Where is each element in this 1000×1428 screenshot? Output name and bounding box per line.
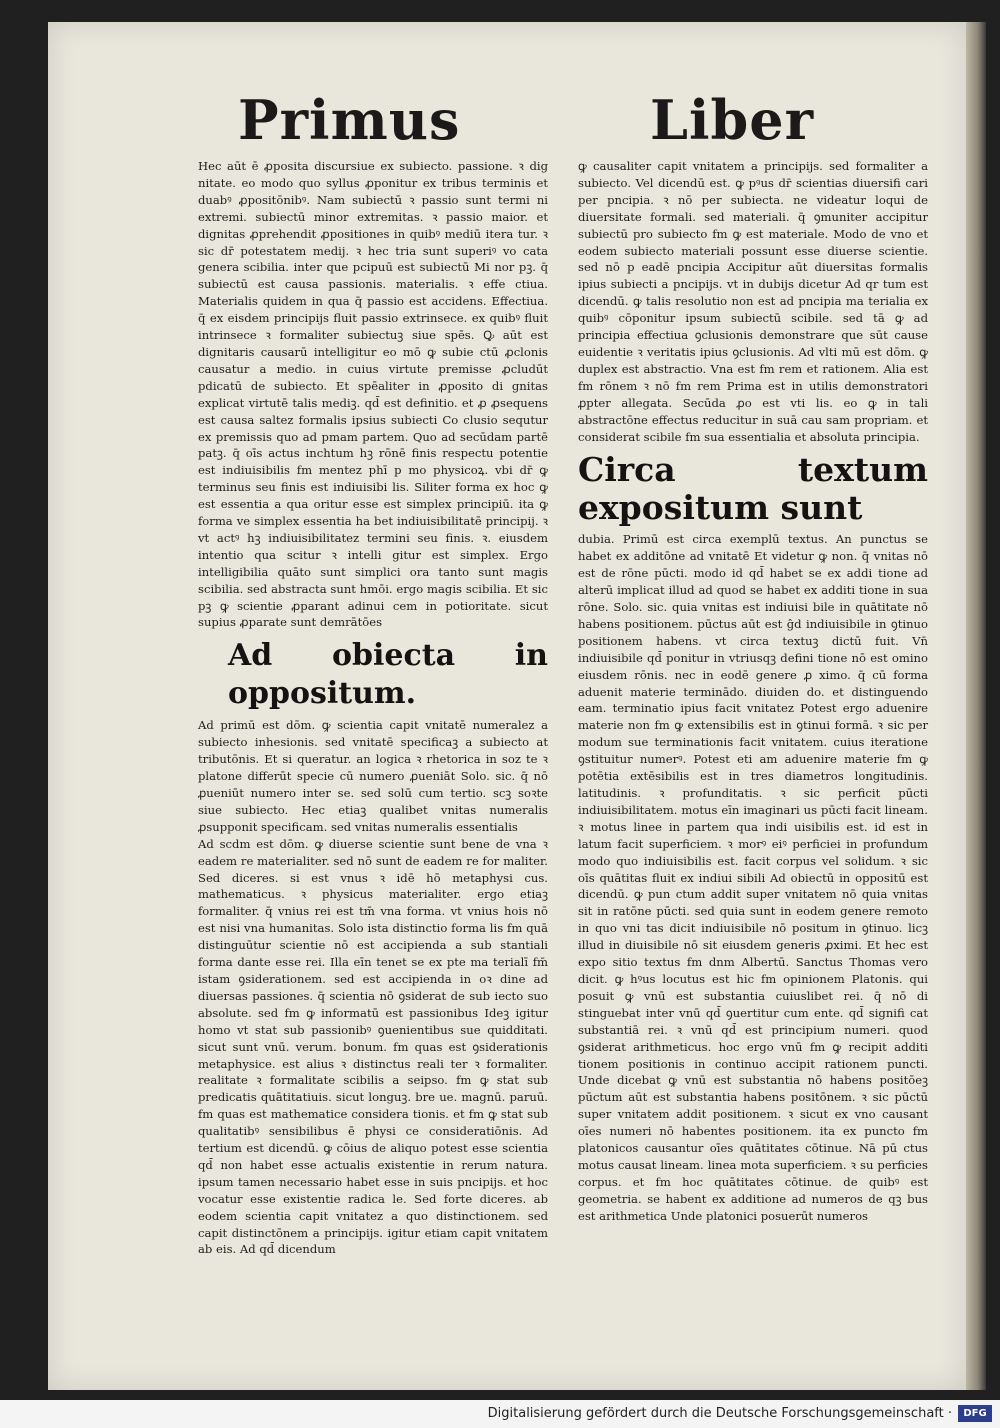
left-paragraph-1: Hec aūt ē ꝓposita discursiue ex subiecto. passione. ꝛ dig nitate. eo modo quo syllus ꝓponitur ex tribus terminis et duabꝰ ꝓpositōnibꝰ. Nam subiectū ꝛ passio sunt termi ni extremi. subiectū minor extremitas. ꝛ passio maior. et dignitas ꝓprehendit ꝓpositiones in quibꝰ mediū itera tur. ꝛ sic dr̄ potestatem medij. ꝛ hec tria sunt superiꝰ vo cata genera scibilia. inter que pcipuū est subiectū Mi nor pꝫ. q̄ subiectū est causa passionis. materialis. ꝛ effe ctiua. Materialis quidem in qua q̄ passio est accidens. Effectiua. q̄ ex eisdem principijs fluit passio extrinsece. ex quibꝰ fluit intrinsece ꝛ formaliter subiectuꝫ siue spēs. Ꝙ aūt est dignitaris causarū intelligitur eo mō ꝙ subie ctū ꝓclonis causatur a medio. in cuius virtute premisse ꝓcludūt pdicatū de subiecto. Et spēaliter in ꝓposito di gnitas explicat virtutē talis mediꝫ. qd̄ est definitio. et ꝓ ꝓsequens est causa saltez formalis ipsius subiecti Co clusio sequtur ex premissis quo ad pmam partem. Quo ad secūdam partē patꝫ. q̄ oīs actus inchtum hꝫ rōnē finis respectu potentie est indiuisibilis fm mentez phī p mo physicoꝝ. vbi dr̄ ꝙ terminus seu finis est indiuisibi lis. Siliter forma ex hoc ꝙ est essentia a qua oritur esse est simplex principiū. ita ꝙ forma ve simplex essentia ha bet indiuisibilitatē principij. ꝛ vt actꝰ hꝫ indiuisibilitatez termini seu finis. ꝛ. eiusdem intentio qua scitur ꝛ intelli gitur est simplex. Ergo intelligibilia quāto sunt simplici ora tanto sunt magis scibilia. sed abstracta sunt hmōi. ergo magis scibilia. Et sic pꝫ ꝙ scientie ꝓparant adinui cem in potioritate. sicut supius ꝓparate sunt demrātōes xyxy=(198,159,548,630)
right-paragraph-1: ꝙ causaliter capit vnitatem a principijs. sed formaliter a subiecto. Vel dicendū est. ꝙ pꝰus dr̄ scientias diuersifi cari per pncipia. ꝛ nō per subiecta. ne videatur loqui de diuersitate formali. sed materiali. q̄ ꝯmuniter accipitur subiectū pro subiecto fm ꝙ est materiale. Modo de vno et eodem subiecto materiali possunt esse diuerse scientie. sed nō p eadē pncipia Accipitur aūt diuersitas formalis ipius subiecti a pncipijs. vt in dubijs dicetur Ad qr tum est dicendū. ꝙ talis resolutio non est ad pncipia ma terialia ex quibꝰ cōponitur ipsum subiectū scibile. sed tā ꝙ ad principia effectiua ꝯclusionis demonstrare que sūt cause euidentie ꝛ veritatis ipius ꝯclusionis. Ad vlti mū est dōm. ꝙ duplex est abstractio. Vna est fm rem et rationem. Alia est fm rōnem ꝛ nō fm rem Prima est in utilis demonstratori ꝓpter allegata. Secūda ꝓo est vti lis. eo ꝙ in tali abstractōne effectus reducitur in suā cau sam propriam. et considerat scibile fm sua essentialia et absoluta principia. xyxy=(578,159,928,444)
left-paragraph-3: Ad scdm est dōm. ꝙ diuerse scientie sunt bene de vna ꝛ eadem re materialiter. sed nō sunt de eadem re for maliter. Sed diceres. si est vnus ꝛ idē hō metaphysi cus. mathematicus. ꝛ physicus materialiter. ergo etiaꝫ formaliter. q̄ vnius rei est tm̄ vna forma. vt vnius hois nō est nisi vna humanitas. Solo ista distinctio forma lis fm quā distinguūtur scientie nō est accipienda a sub stantiali forma dante esse rei. Illa eīn tenet se ex pte ma terialī fm̄ istam ꝯsiderationem. sed est accipienda in oꝛ dine ad diuersas passiones. q̄ scientia nō ꝯsiderat de sub iecto suo absolute. sed fm ꝙ informatū est passionibus Ideꝫ igitur homo vt stat sub passionibꝰ ꝯuenientibus sue quidditati. sicut sunt vnū. verum. bonum. fm quas est ꝯsiderationis metaphysice. est alius ꝛ distinctus reali ter ꝛ formaliter. realitate ꝛ formalitate scibilis a seipso. fm ꝙ stat sub predicatis quātitatiuis. sicut longuꝫ. bre ue. magnū. paruū. fm quas est mathematice considera tionis. et fm ꝙ stat sub qualitatibꝰ sensibilibus ē physi ce consideratiōnis. Ad tertium est dicendū. ꝙ cōius de aliquo potest esse scientia qd̄ non habet esse actualis existentie in rerum natura. ipsum tamen necessario habet esse in suis pncipijs. et hoc vocatur esse existentie radica le. Sed forte diceres. ab eodem scientia capit vnitatez a quo distinctionem. sed capit distinctōnem a principijs. igitur etiam capit vnitatem ab eis. Ad qd̄ dicendum xyxy=(198,836,548,1257)
page-edge xyxy=(966,22,986,1390)
section-heading-left: Ad obiecta in oppositum. xyxy=(228,638,548,712)
right-column xyxy=(578,158,928,1225)
right-paragraph-2: dubia. Primū est circa exemplū textus. An punctus se habet ex additōne ad vnitatē Et videtur ꝙ non. q̄ vnitas nō est de rōne pūcti. modo id qd̄ habet se ex addi tione ad alterū implicat illud ad quod se habet ex additi tione in sua rōne. Solo. sic. quia vnitas est indiuisi bile in quātitate nō habens positionem. pūctus aūt est ĝd indiuisibile in ꝯtinuo positionem habens. vt circa textuꝫ dictū fuit. Vn̄ indiuisibile qd̄ ponitur in vtriusqꝫ defini tione nō est omino eiusdem rōnis. nec in eodē genere ꝓ ximo. q̄ cū forma aduenit materie terminādo. diuiden do. et distinguendo eam. terminatio ipius facit vnitatez Potest ergo aduenire materie non fm ꝙ extensibilis est in ꝯtinui formā. ꝛ sic per modum sue terminationis facit vnitatem. cuius iteratione ꝯstituitur numerꝰ. Potest eti am aduenire materie fm ꝙ potētia extēsibilis est in tres diametros longitudinis. latitudinis. ꝛ profunditatis. ꝛ sic perficit pūcti indiuisibilitatem. motus eīn imaginari us pūcti facit lineam. ꝛ motus linee in partem qua indi uisibilis est. id est in latum facit superficiem. ꝛ morꝰ eiꝰ perficiei in profundum modo quo indiuisibilis est. facit corpus vel solidum. ꝛ sic oīs quātitas fluit ex indiui sibili Ad obiectū in oppositū est dicendū. ꝙ pun ctum addit super vnitatem nō quia vnitas sit in ratōne pūcti. sed quia sunt in eodem genere remoto in quo vni tas dicit indiuisibile nō positum in ꝯtinuo. licꝫ illud in diuisibile nō sit eiusdem generis ꝓximi. Et hec est expo sitio textus fm dnm Albertū. Sanctus Thomas vero dicit. ꝙ hꝰus locutus est hic fm opinionem Platonis. qui posuit ꝙ vnū est substantia cuiuslibet rei. q̄ nō di stinguebat inter vnū qd̄ ꝯuertitur cum ente. qd̄ signifi cat substantiā rei. ꝛ vnū qd̄ est principium numeri. quod ꝯsiderat arithmeticus. hoc ergo vnū fm ꝙ recipit additi tionem positionis in continuo accipit rationem puncti. Unde dicebat ꝙ vnū est substantia nō habens positōeꝫ pūctum aūt est substantia habens positōnem. ꝛ sic pūctū super vnitatem addit positionem. ꝛ sicut ex vno causant oīes numeri nō habentes positionem. ita ex puncto fm platonicos causantur oīes quātitates cōtinue. Nā pū ctus motus causat lineam. linea mota superficiem. ꝛ su perficies corpus. et fm hoc quātitates cōtinue. de quibꝰ est geometria. se habent ex additione ad numeros de qꝫ bus est arithmetica Unde platonici posuerūt numeros xyxy=(578,532,928,1223)
running-head-right: Liber xyxy=(650,88,815,152)
funding-credit: Digitalisierung gefördert durch die Deutsche Forschungsgemeinschaft · xyxy=(487,1406,952,1421)
left-paragraph-2: Ad primū est dōm. ꝙ scientia capit vnitatē numeralez a subiecto inhesionis. sed vnitatē specificaꝫ a subiecto at tributōnis. Et si queratur. an logica ꝛ rhetorica in soz te ꝛ platone differūt specie cū numero ꝓueniāt Solo. sic. q̄ nō ꝓueniūt numero inter se. sed solū cum tertio. scꝫ soꝛte siue subiecto. Hec etiaꝫ qualibet vnitas numeralis ꝓsupponit specificam. sed vnitas numeralis essentialis xyxy=(198,718,548,834)
left-column xyxy=(198,158,548,1258)
section-heading-right: Circa textum expositum sunt xyxy=(578,450,928,528)
running-head-left: Primus xyxy=(238,88,461,152)
footer-bar xyxy=(0,1400,1000,1428)
dfg-logo: DFG xyxy=(958,1405,992,1422)
